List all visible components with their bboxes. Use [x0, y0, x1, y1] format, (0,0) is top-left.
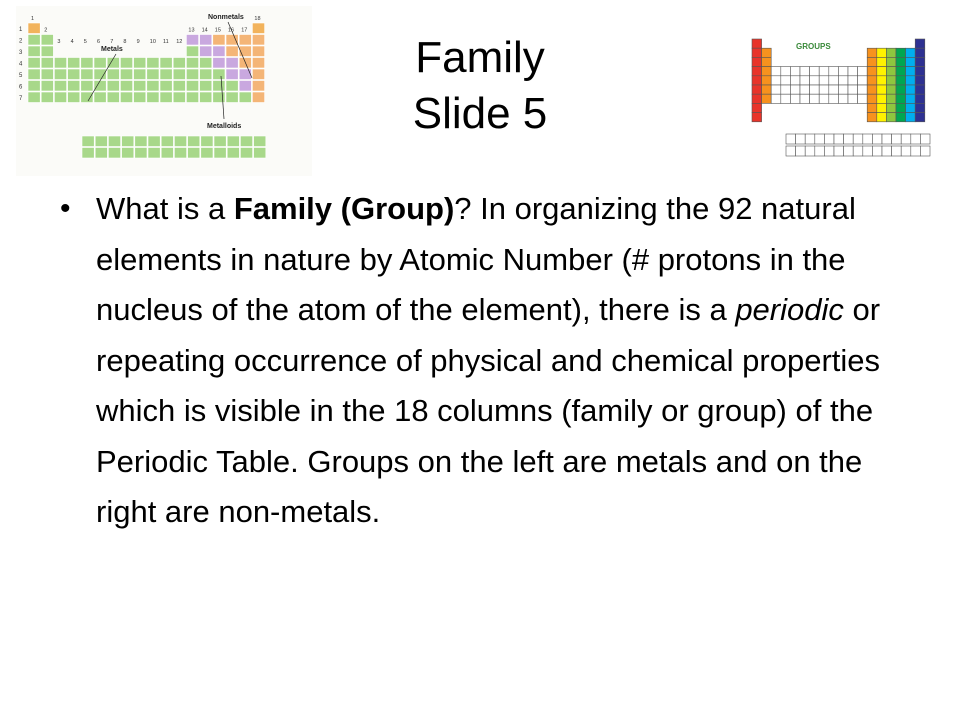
text-segment: What is a [96, 191, 234, 226]
bullet-item [60, 184, 920, 538]
group-cell [896, 48, 906, 57]
element-cell [28, 58, 40, 69]
element-cell [54, 58, 66, 69]
element-cell [147, 69, 159, 80]
f-block-cell [824, 146, 834, 156]
element-cell [226, 58, 238, 69]
group-cell [762, 67, 772, 76]
element-cell [226, 46, 238, 57]
group-cell [771, 94, 781, 103]
f-block-cell [240, 136, 252, 147]
element-cell [134, 69, 146, 80]
element-cell [213, 46, 225, 57]
group-cell [781, 76, 791, 85]
period-number: 2 [19, 38, 23, 45]
element-cell [120, 81, 132, 92]
element-cell [28, 69, 40, 80]
f-block-cell [148, 136, 160, 147]
element-cell [147, 58, 159, 69]
f-block-cell [844, 146, 854, 156]
title-line-2: Slide 5 [412, 89, 548, 138]
group-cell [810, 85, 820, 94]
element-cell [107, 69, 119, 80]
element-cell [186, 92, 198, 103]
group-number: 4 [70, 39, 74, 45]
group-cell [877, 113, 887, 122]
element-cell [173, 69, 185, 80]
group-cell [906, 67, 916, 76]
f-block-cell [872, 146, 882, 156]
element-cell [239, 35, 251, 46]
group-number: 14 [201, 27, 208, 34]
group-cell [790, 67, 800, 76]
nonmetals-label: Nonmetals [208, 14, 244, 21]
group-cell [915, 57, 925, 66]
element-cell [186, 46, 198, 57]
group-cell [886, 57, 896, 66]
element-cell [28, 23, 40, 34]
element-cell [68, 69, 80, 80]
element-cell [107, 92, 119, 103]
group-cell [752, 39, 762, 48]
element-cell [186, 35, 198, 46]
element-cell [252, 35, 264, 46]
group-cell [877, 76, 887, 85]
group-cell [752, 94, 762, 103]
group-cell [829, 76, 839, 85]
group-cell [762, 85, 772, 94]
element-cell [54, 69, 66, 80]
group-number: 10 [149, 39, 156, 45]
group-cell [867, 85, 877, 94]
period-number: 4 [19, 61, 23, 68]
element-cell [160, 92, 172, 103]
bullet-icon: • [60, 192, 71, 225]
element-cell [28, 81, 40, 92]
group-cell [752, 67, 762, 76]
group-cell [781, 85, 791, 94]
group-cell [886, 113, 896, 122]
f-block-cell [122, 148, 134, 159]
group-cell [906, 113, 916, 122]
f-block-cell [920, 134, 930, 144]
element-cell [213, 58, 225, 69]
group-cell [867, 57, 877, 66]
element-cell [200, 92, 212, 103]
bullet-paragraph [96, 184, 920, 538]
group-number: 1 [31, 16, 35, 22]
group-cell [906, 103, 916, 112]
element-cell [186, 69, 198, 80]
period-number: 5 [19, 73, 23, 79]
group-number: 11 [163, 39, 169, 45]
f-block-cell [911, 134, 921, 144]
group-number: 18 [254, 16, 261, 22]
element-cell [252, 69, 264, 80]
group-cell [771, 85, 781, 94]
f-block-cell [882, 134, 892, 144]
element-cell [252, 23, 264, 34]
group-cell [896, 85, 906, 94]
element-cell [41, 58, 53, 69]
group-cell [810, 94, 820, 103]
group-cell [877, 57, 887, 66]
f-block-cell [254, 148, 266, 159]
group-cell [781, 67, 791, 76]
group-cell [829, 67, 839, 76]
f-block-cell [815, 146, 825, 156]
group-cell [800, 94, 810, 103]
f-block-cell [805, 146, 815, 156]
group-cell [906, 76, 916, 85]
f-block-cell [240, 148, 252, 159]
element-cell [41, 35, 53, 46]
group-cell [762, 94, 772, 103]
element-cell [252, 58, 264, 69]
group-cell [858, 67, 868, 76]
element-cell [160, 58, 172, 69]
metals-label: Metals [101, 46, 123, 53]
f-block-cell [872, 134, 882, 144]
element-cell [213, 81, 225, 92]
element-cell [147, 92, 159, 103]
f-block-cell [108, 148, 120, 159]
f-block-cell [174, 136, 186, 147]
f-block-cell [911, 146, 921, 156]
period-number: 3 [19, 50, 23, 56]
element-cell [226, 35, 238, 46]
group-cell [829, 85, 839, 94]
group-cell [838, 67, 848, 76]
f-block-cell [95, 148, 107, 159]
group-cell [886, 94, 896, 103]
f-block-cell [834, 146, 844, 156]
period-number: 6 [19, 84, 23, 91]
f-block-cell [188, 148, 200, 159]
group-cell [915, 76, 925, 85]
group-cell [867, 113, 877, 122]
group-number: 12 [176, 39, 183, 45]
element-cell [68, 58, 80, 69]
group-cell [867, 67, 877, 76]
groups-table-image [750, 36, 932, 164]
element-cell [94, 58, 106, 69]
group-cell [838, 85, 848, 94]
group-cell [858, 76, 868, 85]
f-block-cell [214, 136, 226, 147]
group-cell [829, 94, 839, 103]
element-cell [28, 92, 40, 103]
group-cell [752, 113, 762, 122]
group-number: 8 [123, 39, 127, 45]
f-block-cell [882, 146, 892, 156]
f-block-cell [174, 148, 186, 159]
element-cell [186, 58, 198, 69]
element-cell [41, 46, 53, 57]
f-block-cell [796, 134, 806, 144]
group-cell [790, 76, 800, 85]
group-number: 15 [214, 27, 221, 34]
f-block-cell [135, 136, 147, 147]
text-segment-bold: Family (Group) [233, 191, 455, 226]
group-cell [896, 67, 906, 76]
f-block-cell [161, 136, 173, 147]
element-cell [94, 69, 106, 80]
group-cell [762, 57, 772, 66]
group-number: 2 [44, 27, 48, 34]
element-cell [41, 92, 53, 103]
element-cell [68, 92, 80, 103]
f-block-cell [786, 146, 796, 156]
group-cell [790, 85, 800, 94]
group-number: 5 [83, 39, 87, 45]
element-cell [200, 69, 212, 80]
group-cell [886, 76, 896, 85]
group-cell [877, 94, 887, 103]
f-block-cell [201, 136, 213, 147]
group-cell [752, 48, 762, 57]
element-cell [173, 58, 185, 69]
group-cell [867, 94, 877, 103]
group-number: 13 [188, 27, 195, 34]
group-cell [819, 94, 829, 103]
group-cell [896, 103, 906, 112]
element-cell [107, 81, 119, 92]
element-cell [239, 69, 251, 80]
element-cell [186, 81, 198, 92]
group-cell [915, 113, 925, 122]
element-cell [226, 92, 238, 103]
group-cell [810, 67, 820, 76]
element-cell [120, 69, 132, 80]
element-cell [252, 46, 264, 57]
group-cell [886, 103, 896, 112]
element-cell [173, 81, 185, 92]
element-cell [213, 92, 225, 103]
group-cell [877, 85, 887, 94]
f-block-cell [853, 134, 863, 144]
f-block-cell [901, 134, 911, 144]
element-cell [147, 81, 159, 92]
group-cell [886, 48, 896, 57]
group-cell [858, 85, 868, 94]
group-cell [915, 48, 925, 57]
group-cell [886, 85, 896, 94]
group-cell [915, 94, 925, 103]
element-cell [94, 92, 106, 103]
f-block-cell [863, 146, 873, 156]
element-cell [68, 81, 80, 92]
f-block-cell [786, 134, 796, 144]
element-cell [239, 46, 251, 57]
element-cell [160, 69, 172, 80]
group-cell [752, 85, 762, 94]
group-cell [886, 67, 896, 76]
group-cell [858, 94, 868, 103]
element-cell [81, 69, 93, 80]
f-block-cell [122, 136, 134, 147]
f-block-cell [834, 134, 844, 144]
periodic-table-image [16, 6, 312, 176]
element-cell [239, 81, 251, 92]
element-cell [94, 81, 106, 92]
group-cell [800, 85, 810, 94]
element-cell [239, 92, 251, 103]
f-block-cell [82, 136, 94, 147]
element-cell [120, 92, 132, 103]
element-cell [81, 58, 93, 69]
f-block-cell [805, 134, 815, 144]
slide-title [300, 30, 660, 142]
f-block-cell [95, 136, 107, 147]
element-cell [54, 92, 66, 103]
group-cell [800, 67, 810, 76]
period-number: 7 [19, 96, 23, 102]
group-cell [896, 94, 906, 103]
f-block-cell [863, 134, 873, 144]
f-block-cell [214, 148, 226, 159]
element-cell [226, 81, 238, 92]
group-cell [781, 94, 791, 103]
group-cell [752, 76, 762, 85]
f-block-cell [227, 148, 239, 159]
group-cell [848, 85, 858, 94]
f-block-cell [844, 134, 854, 144]
f-block-cell [920, 146, 930, 156]
f-block-cell [135, 148, 147, 159]
group-cell [915, 103, 925, 112]
group-cell [848, 94, 858, 103]
group-cell [810, 76, 820, 85]
period-number: 1 [19, 27, 23, 33]
element-cell [120, 58, 132, 69]
element-cell [213, 69, 225, 80]
element-cell [213, 35, 225, 46]
element-cell [54, 81, 66, 92]
f-block-cell [815, 134, 825, 144]
group-cell [752, 57, 762, 66]
group-cell [848, 76, 858, 85]
group-cell [771, 76, 781, 85]
f-block-cell [254, 136, 266, 147]
group-cell [867, 103, 877, 112]
element-cell [134, 81, 146, 92]
group-cell [800, 76, 810, 85]
group-number: 6 [97, 39, 101, 45]
f-block-cell [901, 146, 911, 156]
metalloids-label: Metalloids [207, 123, 242, 130]
group-cell [906, 57, 916, 66]
group-number: 3 [57, 39, 61, 45]
group-number: 7 [110, 39, 114, 45]
f-block-cell [892, 146, 902, 156]
f-block-cell [82, 148, 94, 159]
f-block-cell [824, 134, 834, 144]
f-block-cell [796, 146, 806, 156]
element-cell [252, 92, 264, 103]
f-block-cell [148, 148, 160, 159]
group-cell [848, 67, 858, 76]
element-cell [134, 92, 146, 103]
group-cell [838, 94, 848, 103]
group-cell [771, 67, 781, 76]
f-block-cell [161, 148, 173, 159]
element-cell [252, 81, 264, 92]
element-cell [134, 58, 146, 69]
group-cell [762, 76, 772, 85]
element-cell [81, 81, 93, 92]
element-cell [81, 92, 93, 103]
element-cell [200, 81, 212, 92]
group-cell [915, 85, 925, 94]
group-number: 16 [228, 27, 235, 34]
group-cell [752, 103, 762, 112]
element-cell [160, 81, 172, 92]
f-block-cell [188, 136, 200, 147]
title-line-1: Family [415, 33, 545, 82]
group-cell [896, 113, 906, 122]
f-block-cell [201, 148, 213, 159]
group-cell [915, 67, 925, 76]
group-number: 17 [241, 27, 248, 34]
group-cell [896, 76, 906, 85]
element-cell [28, 35, 40, 46]
group-cell [906, 85, 916, 94]
group-cell [906, 48, 916, 57]
group-cell [762, 48, 772, 57]
group-cell [915, 39, 925, 48]
group-number: 9 [136, 39, 140, 45]
group-cell [819, 67, 829, 76]
group-cell [877, 103, 887, 112]
group-cell [790, 94, 800, 103]
groups-label: GROUPS [796, 42, 831, 51]
body-text [60, 184, 920, 538]
group-cell [877, 48, 887, 57]
groups-diagram [750, 36, 932, 164]
element-cell [200, 58, 212, 69]
periodic-table-diagram [16, 6, 312, 176]
group-cell [896, 57, 906, 66]
group-cell [867, 76, 877, 85]
text-segment-italic: periodic [735, 292, 844, 327]
group-cell [877, 67, 887, 76]
element-cell [173, 92, 185, 103]
element-cell [200, 46, 212, 57]
text-segment: ? In organizing the 92 natural elements in nature by Atomic Number (# protons in the nucleus of the atom of the element), there is a [96, 191, 856, 327]
group-cell [867, 48, 877, 57]
f-block-cell [227, 136, 239, 147]
group-cell [819, 76, 829, 85]
element-cell [41, 81, 53, 92]
element-cell [41, 69, 53, 80]
text-segment: or repeating occurrence of physical and chemical properties which is visible in the 18 columns (family or group) of the Periodic Table. Groups on the left are metals and on the right are non-metals. [96, 292, 881, 529]
f-block-cell [892, 134, 902, 144]
group-cell [819, 85, 829, 94]
group-cell [838, 76, 848, 85]
f-block-cell [108, 136, 120, 147]
element-cell [226, 69, 238, 80]
element-cell [28, 46, 40, 57]
f-block-cell [853, 146, 863, 156]
element-cell [200, 35, 212, 46]
group-cell [906, 94, 916, 103]
